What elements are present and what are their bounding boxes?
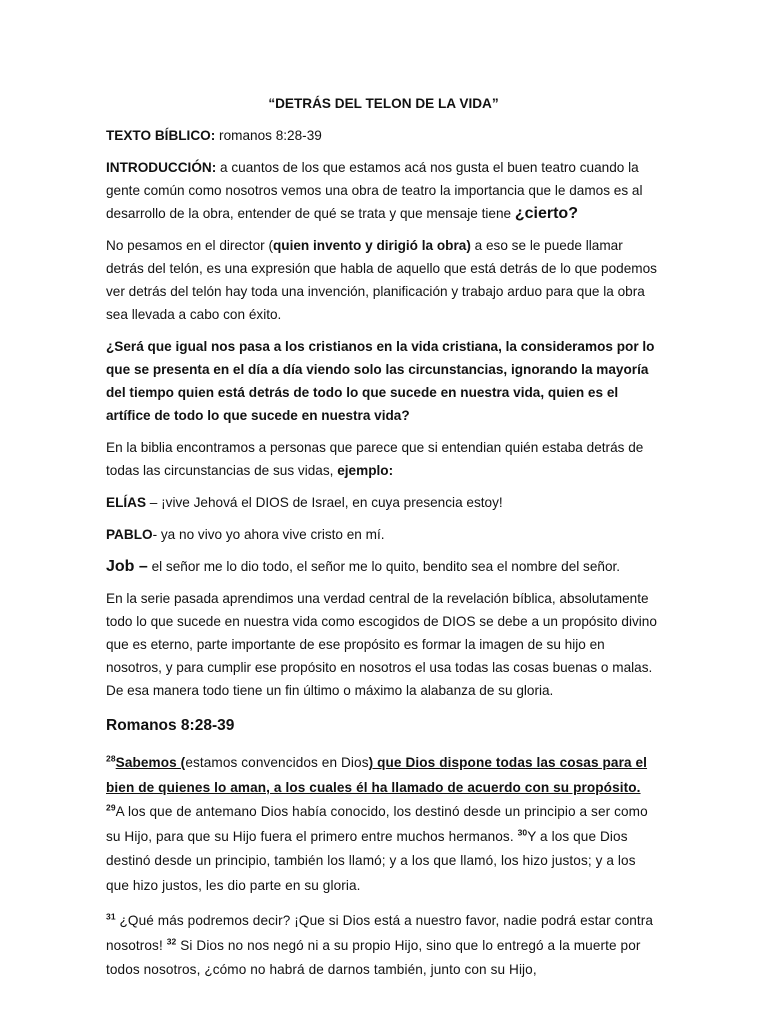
pablo-label: PABLO bbox=[106, 527, 153, 542]
verses-28-30 bbox=[106, 751, 661, 898]
question-paragraph: ¿Será que igual nos pasa a los cristianos en la vida cristiana, la consideramos por lo que se presenta en el día a día viendo solo las circunstancias, ignorando la mayoría del tiempo quien está detrás de todo lo que sucede en nuestra vida, quien es el artífice de todo lo que sucede en nuestra vida? bbox=[106, 339, 655, 423]
director-bold: quien invento y dirigió la obra) bbox=[272, 238, 471, 253]
texto-biblico-value: romanos 8:28-39 bbox=[215, 128, 322, 143]
romanos-heading: Romanos 8:28-39 bbox=[106, 717, 235, 734]
texto-biblico-label: TEXTO BÍBLICO: bbox=[106, 128, 216, 143]
introduccion-text: a cuantos de los que estamos acá nos gusta el buen teatro cuando la gente común como nosotros vemos una obra de teatro la importancia que le damos es al desarrollo de la obra, entender de qué se trata y que mensaje tiene bbox=[106, 160, 643, 221]
verse-number-31: 31 bbox=[106, 911, 116, 922]
director-text-a: No pesamos en el director ( bbox=[106, 238, 273, 253]
pablo-line bbox=[106, 523, 661, 546]
verse-number-32: 32 bbox=[166, 935, 177, 946]
document-title: “DETRÁS DEL TELON DE LA VIDA” bbox=[268, 96, 499, 111]
document-body bbox=[106, 92, 661, 994]
verse-number-28: 28 bbox=[106, 753, 116, 764]
introduccion-paragraph bbox=[106, 156, 661, 225]
verse-30-text: Y a los que Dios destinó desde un principio, también los llamó; y a los que llamó, los hizo justos; y a los que hizo justos, les dio parte en su gloria. bbox=[106, 828, 636, 893]
director-paragraph bbox=[106, 234, 661, 326]
pablo-text: - ya no vivo yo ahora vive cristo en mí. bbox=[152, 527, 385, 542]
biblia-text: En la biblia encontramos a personas que parece que si entendian quién estaba detrás de todas las circunstancias de sus vidas, bbox=[106, 440, 644, 478]
texto-biblico-line bbox=[106, 124, 661, 147]
verse-number-30: 30 bbox=[517, 826, 528, 837]
verse-28-underlined-a: Sabemos ( bbox=[115, 755, 186, 770]
elias-text: – ¡vive Jehová el DIOS de Israel, en cuya presencia estoy! bbox=[146, 495, 503, 510]
job-line bbox=[106, 555, 661, 578]
verse-28-plain: estamos convencidos en Dios bbox=[185, 755, 369, 770]
verse-31-text: ¿Qué más podremos decir? ¡Que si Dios está a nuestro favor, nadie podrá estar contra nosotros! bbox=[106, 913, 654, 953]
verse-32-text: Si Dios no nos negó ni a su propio Hijo, sino que lo entregó a la muerte por todos nosotros, ¿cómo no habrá de darnos también, junto con su Hijo, bbox=[106, 937, 641, 977]
introduccion-label: INTRODUCCIÓN: bbox=[106, 160, 217, 175]
ejemplo-label: ejemplo: bbox=[337, 463, 394, 478]
job-label: Job – bbox=[106, 558, 148, 575]
director-text-b: a eso se le puede llamar detrás del telón, es una expresión que habla de aquello que está detrás de lo que podemos ver detrás del telón hay toda una invención, planificación y trabajo arduo para que la obra sea llevada a cabo con éxito. bbox=[106, 238, 657, 322]
elias-line bbox=[106, 491, 661, 514]
verse-28-underlined-b: ) que Dios dispone todas las cosas para el bien de quienes lo aman, a los cuales él ha llamado de acuerdo con su propósito. bbox=[106, 755, 648, 795]
verses-31-32 bbox=[106, 909, 661, 983]
cierto-text: ¿cierto? bbox=[514, 205, 578, 222]
verse-number-29: 29 bbox=[106, 802, 116, 813]
serie-paragraph: En la serie pasada aprendimos una verdad central de la revelación bíblica, absolutamente todo lo que sucede en nuestra vida como escogidos de DIOS se debe a un propósito divino que es eterno, parte importante de ese propósito es formar la imagen de su hijo en nosotros, y para cumplir ese propósito en nosotros el usa todas las cosas buenas o malas. De esa manera todo tiene un fin último o máximo la alabanza de su gloria. bbox=[106, 591, 657, 698]
verse-29-text: A los que de antemano Dios había conocido, los destinó desde un principio a ser como su Hijo, para que su Hijo fuera el primero entre muchos hermanos. bbox=[106, 804, 648, 844]
biblia-paragraph bbox=[106, 436, 661, 482]
elias-label: ELÍAS bbox=[106, 495, 147, 510]
job-text: el señor me lo dio todo, el señor me lo quito, bendito sea el nombre del señor. bbox=[147, 559, 621, 574]
